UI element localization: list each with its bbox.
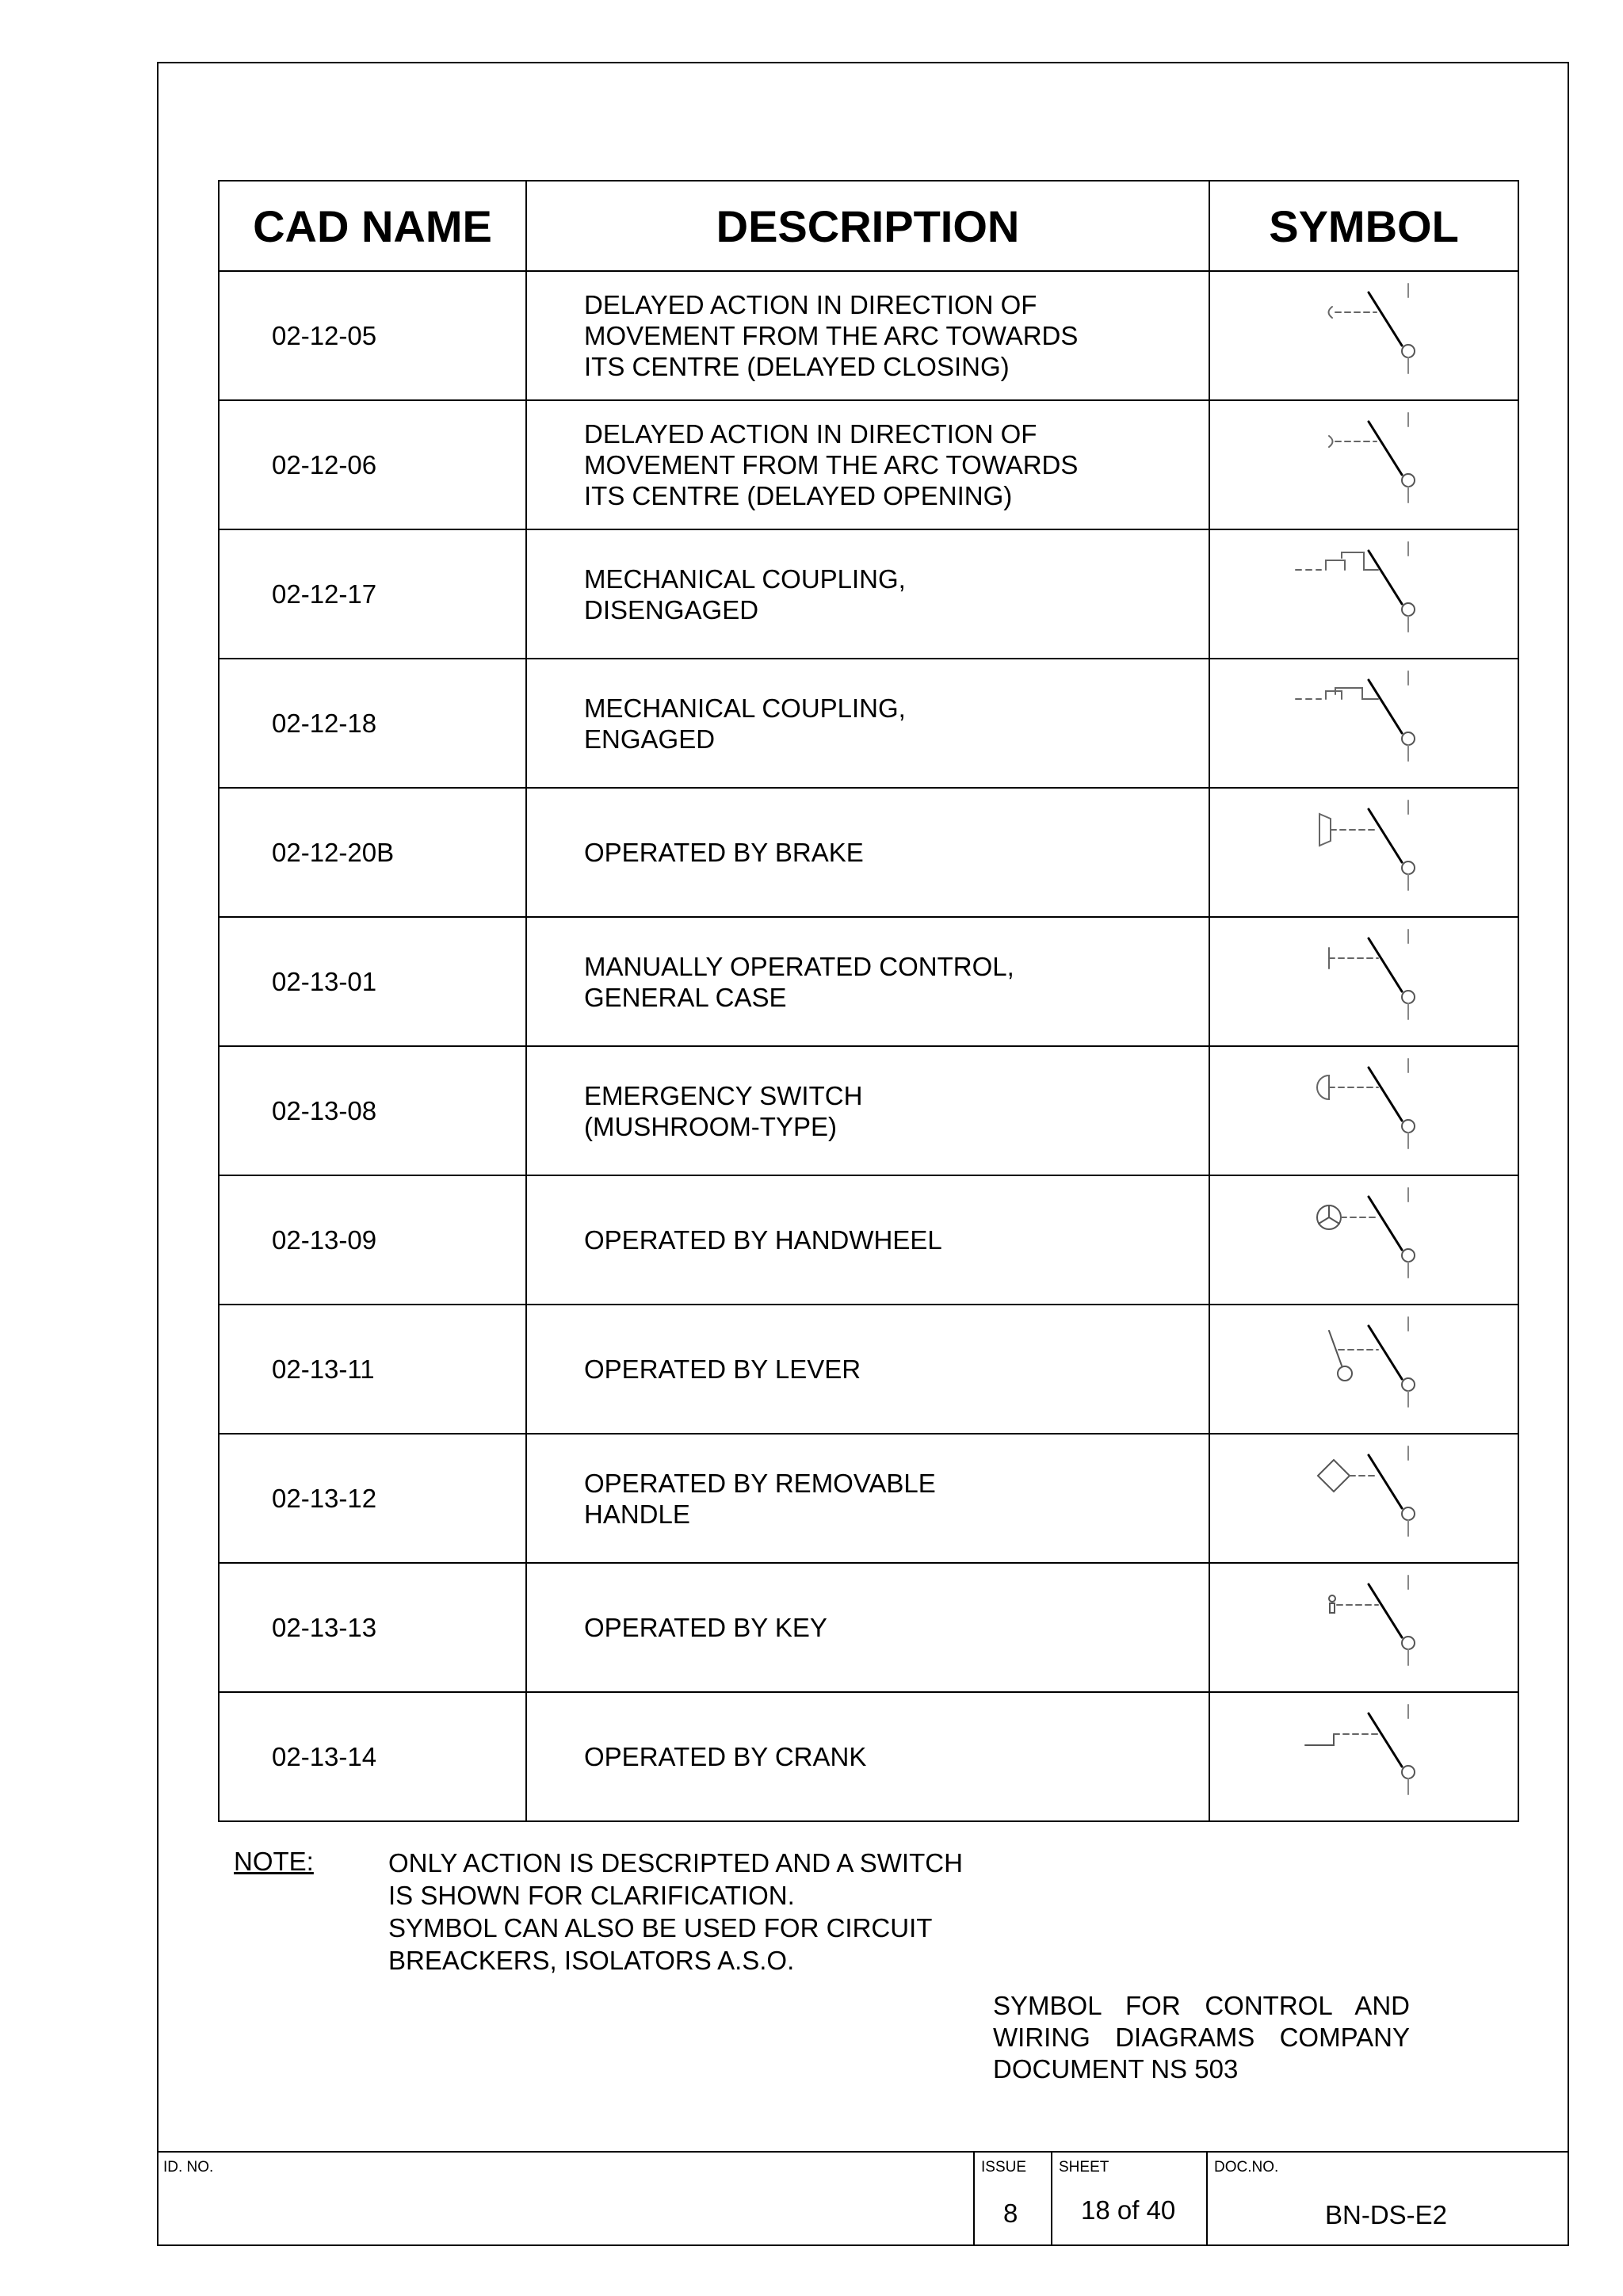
company-line: DOCUMENT NS 503 [993, 2054, 1239, 2084]
description-cell: OPERATED BY LEVER [526, 1305, 1209, 1434]
description-cell: MANUALLY OPERATED CONTROL, GENERAL CASE [526, 917, 1209, 1046]
symbol-cell [1209, 1175, 1518, 1305]
symbol-cell [1209, 659, 1518, 788]
description-cell: OPERATED BY CRANK [526, 1692, 1209, 1821]
symbol-cell [1209, 400, 1518, 529]
description-cell: DELAYED ACTION IN DIRECTION OF MOVEMENT FROM THE ARC TOWARDS ITS CENTRE (DELAYED OPENING) [526, 400, 1209, 529]
cad-name-cell: 02-13-13 [219, 1563, 526, 1692]
id-no-cell [157, 2153, 973, 2246]
handwheel-icon [1289, 1184, 1440, 1295]
mushroom-switch-icon [1289, 1055, 1440, 1166]
symbol-cell [1209, 1563, 1518, 1692]
description-cell: OPERATED BY KEY [526, 1563, 1209, 1692]
cad-name-cell: 02-12-17 [219, 529, 526, 659]
lever-icon [1289, 1313, 1440, 1424]
description-cell: MECHANICAL COUPLING, DISENGAGED [526, 529, 1209, 659]
symbol-cell [1209, 917, 1518, 1046]
description-cell: EMERGENCY SWITCH (MUSHROOM-TYPE) [526, 1046, 1209, 1175]
symbol-cell [1209, 1434, 1518, 1563]
cad-name-cell: 02-12-18 [219, 659, 526, 788]
table-row [219, 788, 1518, 917]
table-row [219, 1692, 1518, 1821]
header-cad-name: CAD NAME [219, 181, 526, 271]
symbol-cell [1209, 1305, 1518, 1434]
description-cell: MECHANICAL COUPLING, ENGAGED [526, 659, 1209, 788]
id-no-label: ID. NO. [163, 2159, 214, 2176]
table-header-row [219, 181, 1518, 271]
table-row [219, 659, 1518, 788]
description-cell: DELAYED ACTION IN DIRECTION OF MOVEMENT FROM THE ARC TOWARDS ITS CENTRE (DELAYED CLOSING) [526, 271, 1209, 400]
description-cell: OPERATED BY BRAKE [526, 788, 1209, 917]
description-cell: OPERATED BY HANDWHEEL [526, 1175, 1209, 1305]
symbol-cell [1209, 271, 1518, 400]
cad-name-cell: 02-12-20B [219, 788, 526, 917]
doc-no-cell [1206, 2153, 1569, 2246]
sheet-label: SHEET [1059, 2159, 1109, 2176]
symbol-cell [1209, 1692, 1518, 1821]
cad-name-cell: 02-12-06 [219, 400, 526, 529]
coupling-engaged-icon [1289, 667, 1440, 778]
table-row [219, 1305, 1518, 1434]
table-row [219, 400, 1518, 529]
title-block [157, 2151, 1569, 2246]
table-row [219, 271, 1518, 400]
crank-icon [1289, 1701, 1440, 1812]
cad-name-cell: 02-13-12 [219, 1434, 526, 1563]
cad-name-cell: 02-13-11 [219, 1305, 526, 1434]
symbol-cell [1209, 529, 1518, 659]
symbol-table [218, 180, 1519, 1822]
header-description: DESCRIPTION [526, 181, 1209, 271]
table-row [219, 529, 1518, 659]
header-symbol: SYMBOL [1209, 181, 1518, 271]
issue-cell [973, 2153, 1051, 2246]
company-document-reference [993, 1990, 1410, 2085]
company-line: WIRING DIAGRAMS COMPANY [993, 2023, 1410, 2052]
note-text: ONLY ACTION IS DESCRIPTED AND A SWITCH IS SHOWN FOR CLARIFICATION. SYMBOL CAN ALSO BE USED FOR CIRCUIT BREACKERS, ISOLATORS A.S.O. [388, 1848, 963, 1975]
removable-handle-icon [1289, 1442, 1440, 1553]
sheet-value: 18 of 40 [1081, 2195, 1176, 2225]
company-line: SYMBOL FOR CONTROL AND [993, 1991, 1410, 2020]
table-row [219, 917, 1518, 1046]
note-label: NOTE: [234, 1847, 314, 1876]
delayed-closing-icon [1289, 280, 1440, 391]
table-row [219, 1175, 1518, 1305]
sheet-cell [1051, 2153, 1206, 2246]
cad-name-cell: 02-13-01 [219, 917, 526, 1046]
table-row [219, 1434, 1518, 1563]
doc-no-label: DOC.NO. [1214, 2159, 1279, 2176]
issue-label: ISSUE [981, 2159, 1027, 2176]
table-row [219, 1563, 1518, 1692]
key-icon [1289, 1572, 1440, 1683]
coupling-disengaged-icon [1289, 538, 1440, 649]
delayed-opening-icon [1289, 409, 1440, 520]
cad-name-cell: 02-13-14 [219, 1692, 526, 1821]
symbol-cell [1209, 788, 1518, 917]
cad-name-cell: 02-13-08 [219, 1046, 526, 1175]
manual-control-icon [1289, 926, 1440, 1037]
cad-name-cell: 02-12-05 [219, 271, 526, 400]
description-cell: OPERATED BY REMOVABLE HANDLE [526, 1434, 1209, 1563]
table-row [219, 1046, 1518, 1175]
brake-icon [1289, 797, 1440, 907]
doc-no-value: BN-DS-E2 [1325, 2200, 1448, 2229]
cad-name-cell: 02-13-09 [219, 1175, 526, 1305]
issue-value: 8 [1003, 2199, 1018, 2228]
symbol-cell [1209, 1046, 1518, 1175]
